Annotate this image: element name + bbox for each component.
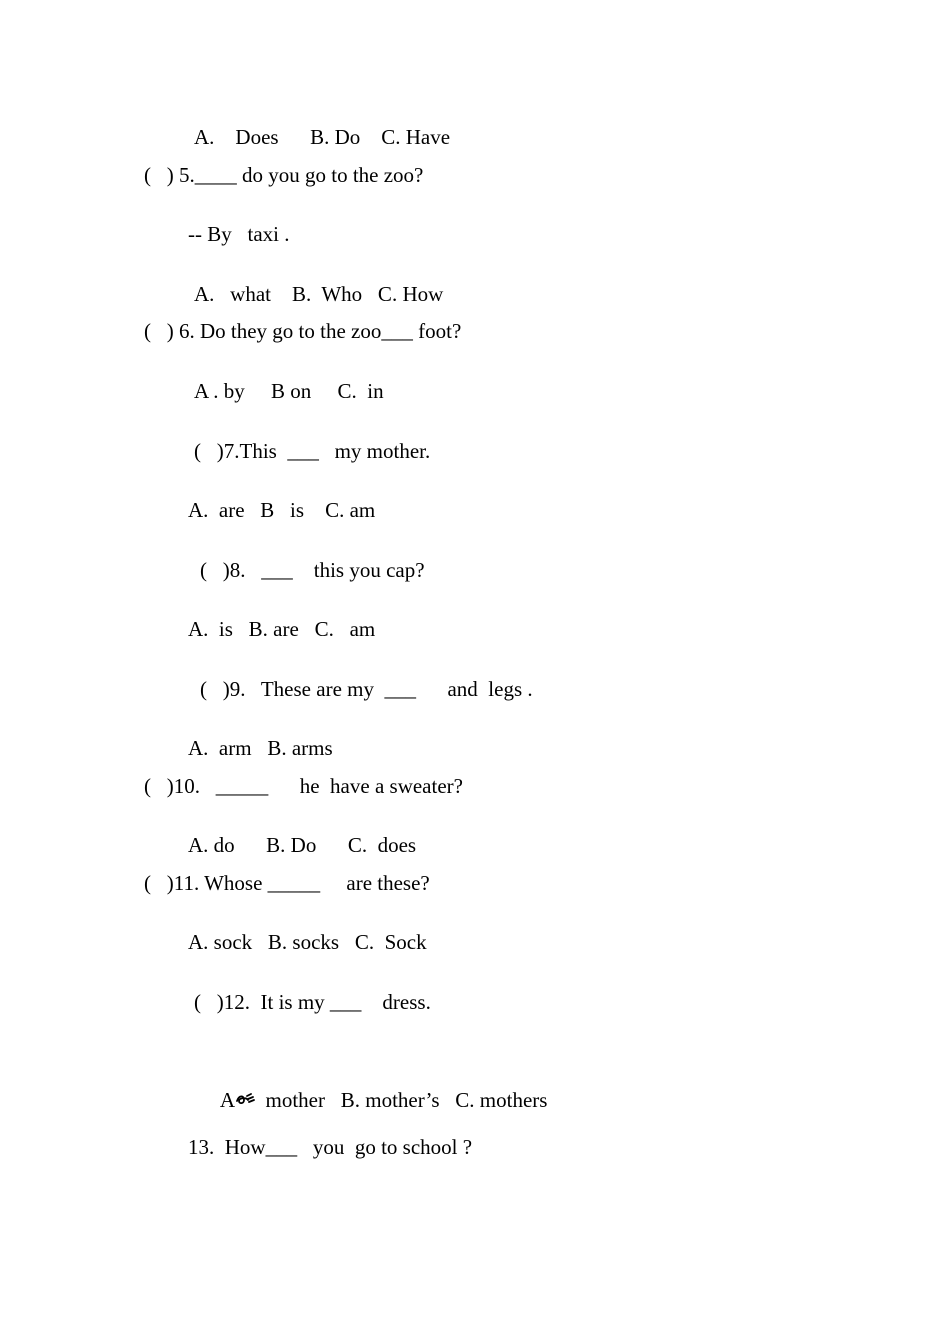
- q6-options: A . by B on C. in: [194, 379, 384, 403]
- question-13: 13. How___ you go to school ?: [188, 1135, 473, 1159]
- q10-options: A. do B. Do C. does: [188, 833, 417, 857]
- scribble-glyph-icon: [235, 1090, 255, 1110]
- question-9: ( )9. These are my ___ and legs .: [200, 677, 533, 701]
- question-6: ( ) 6. Do they go to the zoo___ foot?: [144, 319, 462, 343]
- question-7: ( )7.This ___ my mother.: [194, 439, 431, 463]
- q8-options: A. is B. are C. am: [188, 617, 376, 641]
- question-8: ( )8. ___ this you cap?: [200, 558, 425, 582]
- question-12: ( )12. It is my ___ dress.: [194, 990, 431, 1014]
- question-5: ( ) 5.____ do you go to the zoo?: [144, 163, 424, 187]
- q7-options: A. are B is C. am: [188, 498, 376, 522]
- question-11: ( )11. Whose _____ are these?: [144, 871, 430, 895]
- q9-options: A. arm B. arms: [188, 736, 333, 760]
- q12-options: [200, 1061, 547, 1139]
- q12-option-a-prefix: A: [219, 1088, 236, 1112]
- q11-options: A. sock B. socks C. Sock: [188, 930, 427, 954]
- q5-answer-hint: -- By taxi .: [188, 222, 290, 246]
- q12-options-text: mother B. mother’s C. mothers: [255, 1088, 548, 1112]
- q5-options: A. what B. Who C. How: [194, 282, 444, 306]
- q4-options: A. Does B. Do C. Have: [194, 125, 451, 149]
- question-10: ( )10. _____ he have a sweater?: [144, 774, 463, 798]
